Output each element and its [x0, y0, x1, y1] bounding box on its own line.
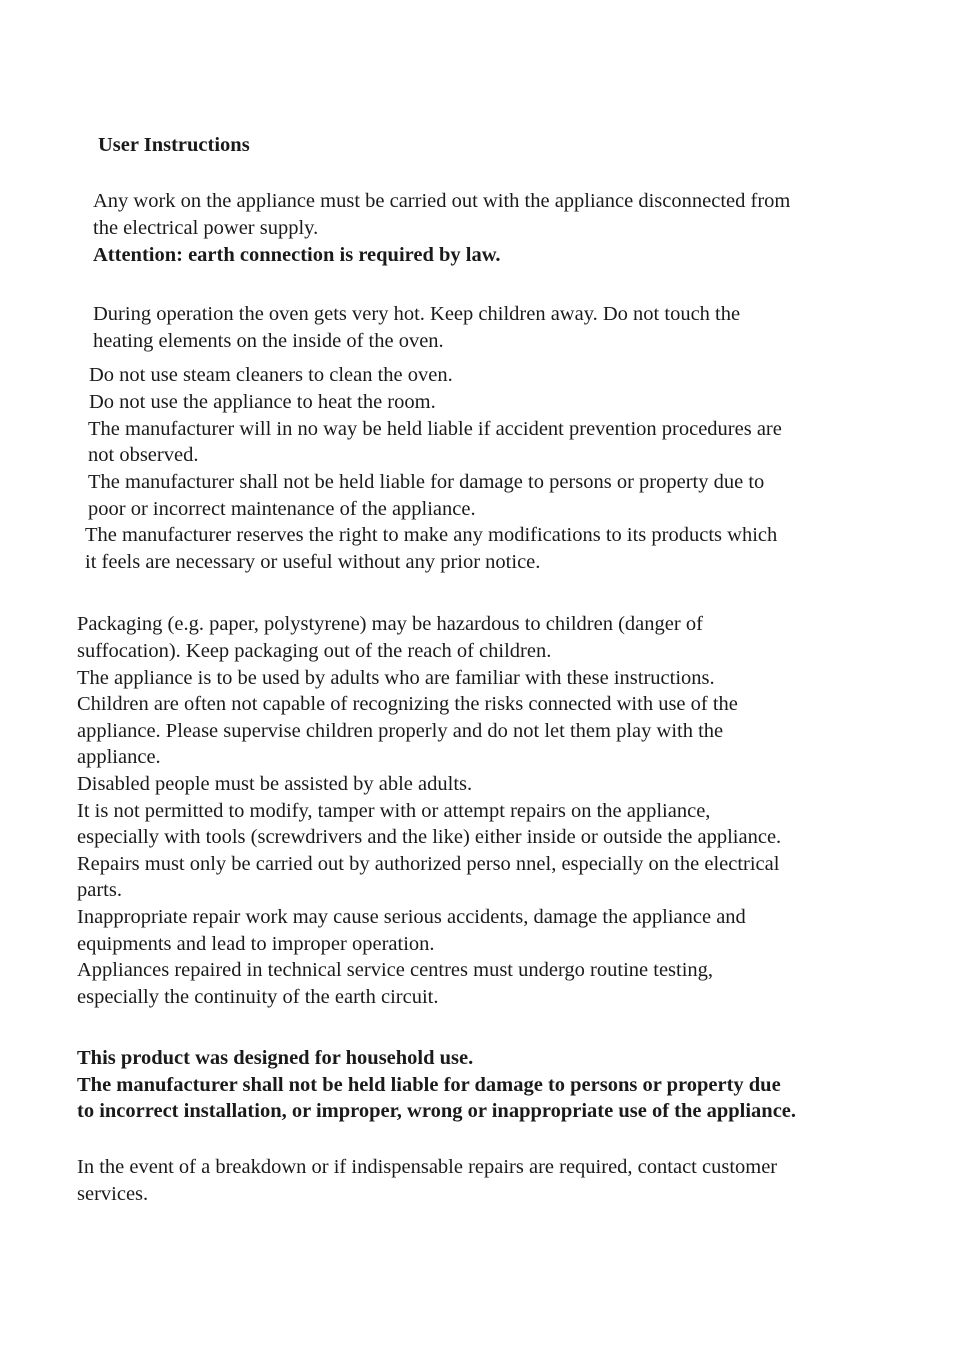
- text-line: During operation the oven gets very hot. Keep children away. Do not touch the: [93, 303, 741, 325]
- text-line: appliance.: [77, 746, 161, 768]
- text-line: Disabled people must be assisted by able adults.: [77, 773, 473, 795]
- text-line: not observed.: [88, 444, 199, 466]
- text-line: The manufacturer will in no way be held liable if accident prevention procedures are: [88, 418, 782, 440]
- page-title: User Instructions: [98, 134, 250, 156]
- bold-notice: This product was designed for household use.: [77, 1047, 474, 1069]
- text-line: it feels are necessary or useful without any prior notice.: [85, 551, 541, 573]
- text-line: The manufacturer shall not be held liable for damage to persons or property due to: [88, 471, 765, 493]
- text-line: The appliance is to be used by adults who are familiar with these instructions.: [77, 667, 715, 689]
- text-line: suffocation). Keep packaging out of the reach of children.: [77, 640, 552, 662]
- bold-notice: The manufacturer shall not be held liable for damage to persons or property due: [77, 1074, 781, 1096]
- text-line: The manufacturer reserves the right to make any modifications to its products which: [85, 524, 778, 546]
- text-line: Repairs must only be carried out by authorized perso nnel, especially on the electrical: [77, 853, 780, 875]
- text-line: Do not use steam cleaners to clean the oven.: [89, 364, 453, 386]
- attention-note: Attention: earth connection is required by law.: [93, 244, 501, 266]
- text-line: Any work on the appliance must be carried out with the appliance disconnected from: [93, 190, 791, 212]
- text-line: poor or incorrect maintenance of the appliance.: [88, 498, 476, 520]
- text-line: appliance. Please supervise children properly and do not let them play with the: [77, 720, 724, 742]
- text-line: Children are often not capable of recognizing the risks connected with use of the: [77, 693, 738, 715]
- text-line: It is not permitted to modify, tamper with or attempt repairs on the appliance,: [77, 800, 711, 822]
- text-line: especially the continuity of the earth circuit.: [77, 986, 439, 1008]
- text-line: services.: [77, 1183, 149, 1205]
- text-line: parts.: [77, 879, 122, 901]
- text-line: Appliances repaired in technical service centres must undergo routine testing,: [77, 959, 714, 981]
- text-line: Packaging (e.g. paper, polystyrene) may be hazardous to children (danger of: [77, 613, 703, 635]
- text-line: Inappropriate repair work may cause serious accidents, damage the appliance and: [77, 906, 746, 928]
- text-line: In the event of a breakdown or if indispensable repairs are required, contact customer: [77, 1156, 778, 1178]
- text-line: the electrical power supply.: [93, 217, 319, 239]
- bold-notice: to incorrect installation, or improper, wrong or inappropriate use of the appliance.: [77, 1100, 797, 1122]
- text-line: heating elements on the inside of the oven.: [93, 330, 444, 352]
- text-line: Do not use the appliance to heat the room.: [89, 391, 436, 413]
- text-line: equipments and lead to improper operation.: [77, 933, 435, 955]
- text-line: especially with tools (screwdrivers and the like) either inside or outside the appliance.: [77, 826, 782, 848]
